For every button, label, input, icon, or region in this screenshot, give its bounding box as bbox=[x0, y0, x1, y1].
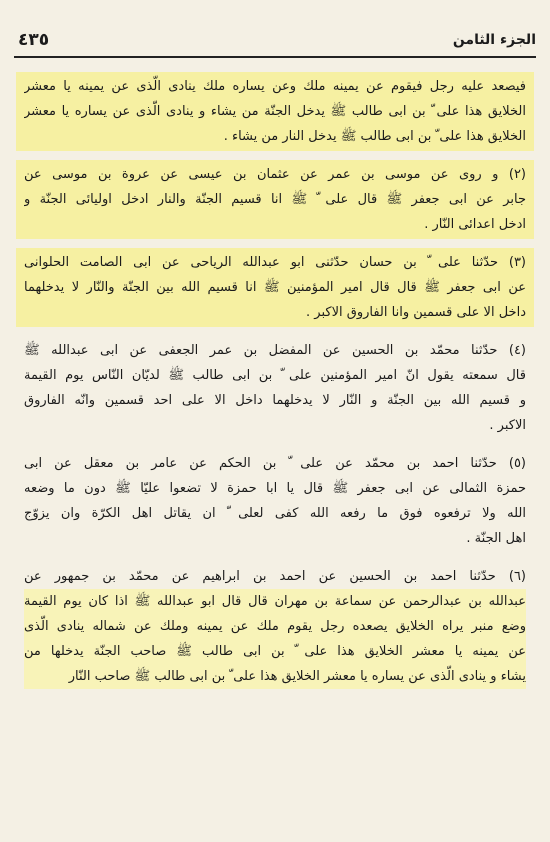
running-title: الجزء الثامن bbox=[452, 32, 536, 48]
paragraph-6 bbox=[16, 562, 534, 691]
text-line: داخل الا على قسمين وانا الفاروق الاكبر . bbox=[306, 305, 526, 320]
text-line: (٤) حدّثنا محمّد بن الحسين عن المفضل بن عمر الجعفى عن ابى عبدالله ﷺ bbox=[24, 343, 526, 358]
paragraph-4 bbox=[16, 336, 534, 440]
text-line: (٥) حدّثنا احمد بن محمّد عن على ّ بن الحكم عن عامر بن معقل عن ابى bbox=[24, 456, 526, 471]
text-line: يشاء و ينادى الّذى عن يساره يا معشر الخلايق هذا على ّ بن ابى طالب ﷺ صاحب النّار bbox=[24, 664, 526, 689]
text-line: الخلايق هذا على ّ بن ابى طالب ﷺ يدخل الجنّة من يشاء و ينادى الّذى عن يساره يا معشر bbox=[24, 104, 526, 119]
page-number: ٤٣٥ bbox=[18, 30, 50, 50]
text-line: (٣) حدّثنا على ّ بن حسان حدّثنى ابو عبدالله الرياحى عن ابى الصامت الحلوانى bbox=[24, 255, 526, 270]
text-line: عبدالله بن عبدالرحمن عن سماعة بن مهران قال قال ابو عبدالله ﷺ اذا كان يوم القيمة bbox=[24, 589, 526, 614]
page-body bbox=[16, 72, 534, 700]
paragraph-2 bbox=[16, 160, 534, 239]
paragraph-3 bbox=[16, 248, 534, 327]
paragraph-1 bbox=[16, 72, 534, 151]
text-line: الاكبر . bbox=[489, 418, 526, 433]
text-line: جابر عن ابى جعفر ﷺ قال على ّ ﷺ انا قسيم الجنّة والنار ادخل اوليائى الجنّة و bbox=[24, 192, 526, 207]
text-line: وضع منبر يراه الخلايق يصعده رجل يقوم ملك عن يمينه وملك عن شماله ينادى الّذى bbox=[24, 614, 526, 639]
text-line: قال سمعته يقول انّ امير المؤمنين على ّ بن ابى طالب ﷺ لديّان النّاس يوم القيمة bbox=[24, 368, 526, 383]
text-line: اهل الجنّة . bbox=[466, 531, 526, 546]
text-line: حمزة الثمالى عن ابى جعفر ﷺ قال يا ابا حمزة لا تضعوا عليّا ﷺ دون ما وضعه bbox=[24, 481, 526, 496]
text-line: الله ولا ترفعوه فوق ما رفعه الله كفى لعلى ّ ان يقاتل اهل الكرّة وان يزوّج bbox=[24, 506, 526, 521]
text-line: عن ابى جعفر ﷺ قال قال امير المؤمنين ﷺ انا قسيم الله بين الجنّة والنّار لا يدخلهما bbox=[24, 280, 526, 295]
page-header bbox=[14, 26, 536, 54]
text-line: و قسيم الله بين الجنّة و النّار لا يدخلهما داخل الا على احد قسمين وانّه الفاروق bbox=[24, 393, 526, 408]
paragraph-5 bbox=[16, 449, 534, 553]
text-line: ادخل اعدائى النّار . bbox=[424, 217, 526, 232]
text-line: (٦) حدّثنا احمد بن الحسين عن احمد بن ابراهيم عن محمّد بن جمهور عن bbox=[24, 569, 526, 584]
text-line: الخلايق هذا على ّ بن ابى طالب ﷺ يدخل النار من يشاء . bbox=[223, 129, 526, 144]
text-line: عن يمينه يا معشر الخلايق هذا على ّ بن ابى طالب ﷺ صاحب الجنّة يدخلها من bbox=[24, 639, 526, 664]
header-rule bbox=[14, 56, 536, 58]
text-line: فيصعد عليه رجل فيقوم عن يمينه ملك وعن يساره ملك ينادى الّذى عن يمينه يا معشر bbox=[24, 79, 526, 94]
text-line: (٢) و روى عن موسى بن عمر عن عثمان بن عيسى عن عروة بن موسى عن bbox=[24, 167, 526, 182]
